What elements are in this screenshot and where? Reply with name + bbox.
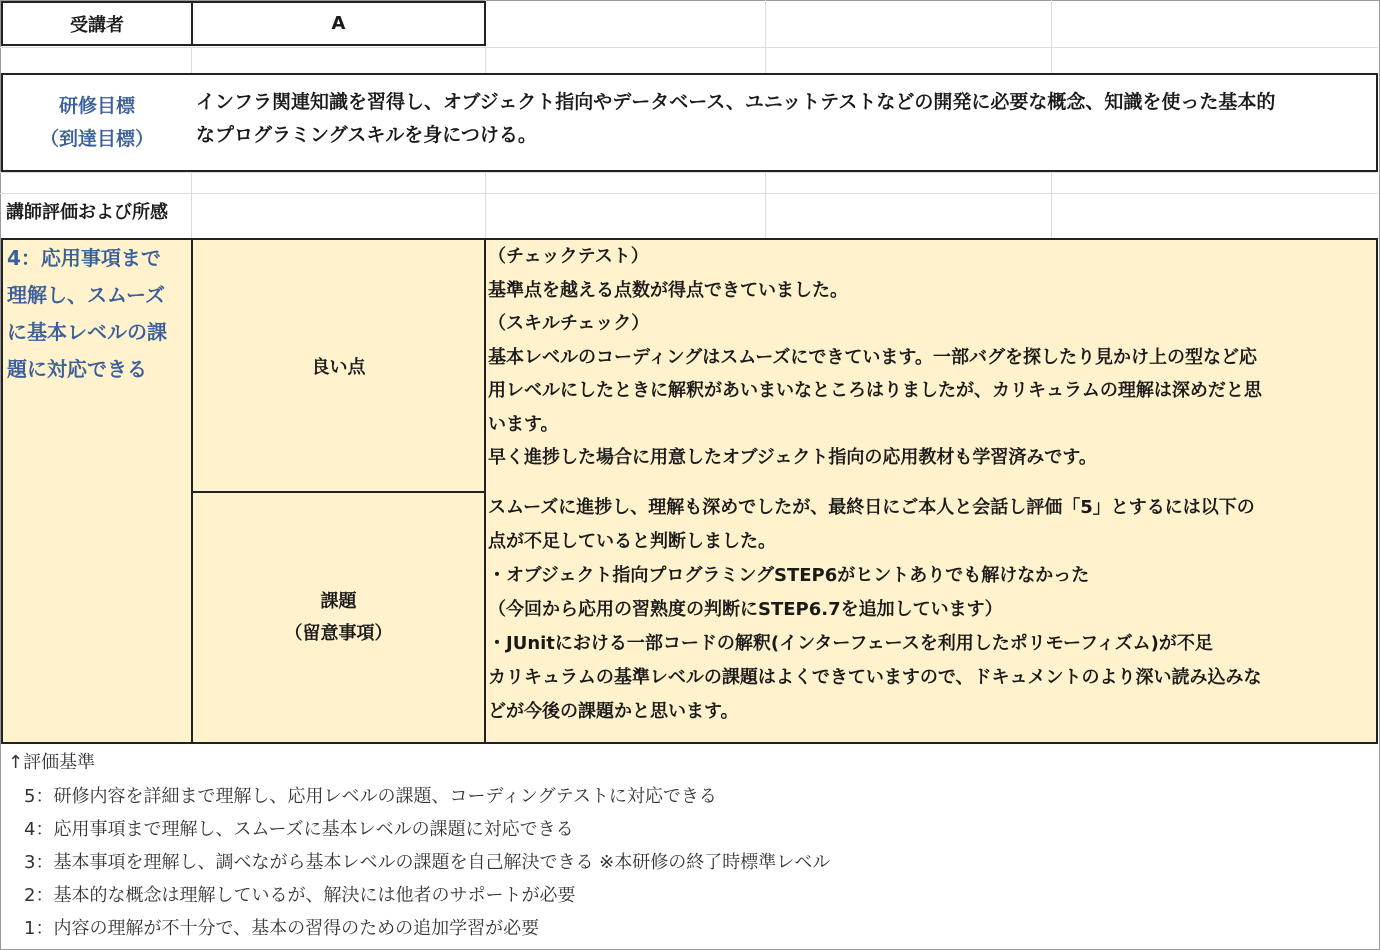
rating-line1: 4：応用事項まで [7, 246, 161, 270]
issues-line: （今回から応用の習熟度の判断にSTEP6.7を追加しています） [488, 599, 1003, 620]
good-points-line: 早く進捗した場合に用意したオブジェクト指向の応用教材も学習済みです。 [488, 447, 1097, 468]
issues-text-cell[interactable] [488, 491, 1376, 729]
goal-label-cell[interactable] [3, 75, 191, 170]
gridline [1051, 172, 1052, 238]
issues-line: カリキュラムの基準レベルの課題はよくできていますので、ドキュメントのより深い読み込みな [488, 667, 1262, 688]
issues-line: ・オブジェクト指向プログラミングSTEP6がヒントありでも解けなかった [488, 565, 1090, 586]
rating-line2: 理解し、スムーズ [7, 283, 165, 307]
good-points-line: （スキルチェック） [488, 313, 650, 334]
good-points-text-cell[interactable] [488, 240, 1376, 475]
issues-line: 点が不足していると判断しました。 [488, 531, 776, 552]
gridline [765, 0, 766, 73]
trainee-value: A [331, 13, 346, 34]
issues-label-line2: （留意事項） [284, 623, 393, 644]
rating-line4: 題に対応できる [7, 357, 147, 381]
gridline [191, 47, 192, 73]
trainee-value-cell[interactable] [191, 1, 486, 46]
evaluation-section-label[interactable]: 講師評価および所感 [6, 202, 168, 223]
criteria-item: 5：研修内容を詳細まで理解し、応用レベルの課題、コーディングテストに対応できる [24, 786, 717, 807]
criteria-title: ↑評価基準 [8, 752, 96, 773]
good-points-line: います。 [488, 413, 559, 435]
good-points-line: 用レベルにしたときに解釈があいまいなところはりましたが、カリキュラムの理解は深めだと思 [488, 380, 1262, 401]
goal-text-line2: なプログラミングスキルを身につける。 [196, 124, 537, 146]
issues-label-line1: 課題 [320, 591, 357, 612]
gridline [485, 172, 486, 238]
issues-label-cell[interactable] [193, 493, 484, 743]
good-points-line: 基準点を越える点数が得点できていました。 [488, 279, 848, 301]
trainee-label: 受講者 [70, 14, 124, 36]
issues-line: スムーズに進捗し、理解も深めでしたが、最終日にご本人と会話し評価「5」とするには以下の [488, 497, 1255, 518]
rating-line3: に基本レベルの課 [7, 320, 167, 344]
criteria-item: 1：内容の理解が不十分で、基本の習得のための追加学習が必要 [24, 918, 540, 939]
trainee-label-cell[interactable] [1, 1, 191, 46]
rating-cell[interactable] [7, 240, 189, 388]
good-points-label-cell[interactable] [193, 240, 484, 491]
gridline [765, 172, 766, 238]
good-points-line: 基本レベルのコーディングはスムーズにできています。一部バグを探したり見かけ上の型など応 [488, 346, 1257, 368]
goal-label-line1: 研修目標 [58, 94, 135, 117]
goal-text-cell[interactable] [196, 86, 1376, 152]
criteria-item: 2：基本的な概念は理解しているが、解決には他者のサポートが必要 [24, 885, 576, 906]
gridline [0, 47, 1378, 48]
good-points-label: 良い点 [311, 356, 366, 378]
issues-line: ・JUnitにおける一部コードの解釈(インターフェースを利用したポリモーフィズム)が不足 [488, 633, 1213, 654]
good-points-line: （チェックテスト） [488, 246, 649, 267]
goal-text-line1: インフラ関連知識を習得し、オブジェクト指向やデータベース、ユニットテストなどの開発に必要な概念、知識を使った基本的 [196, 91, 1276, 113]
goal-label-line2: （到達目標） [39, 127, 154, 150]
criteria-item: 4：応用事項まで理解し、スムーズに基本レベルの課題に対応できる [24, 819, 574, 840]
gridline [0, 193, 1378, 194]
gridline [1051, 0, 1052, 73]
issues-line: どが今後の課題かと思います。 [488, 701, 739, 722]
gridline [0, 172, 1378, 173]
gridline [191, 172, 192, 238]
criteria-item: 3：基本事項を理解し、調べながら基本レベルの課題を自己解決できる ※本研修の終了時標準レベル [24, 852, 831, 873]
